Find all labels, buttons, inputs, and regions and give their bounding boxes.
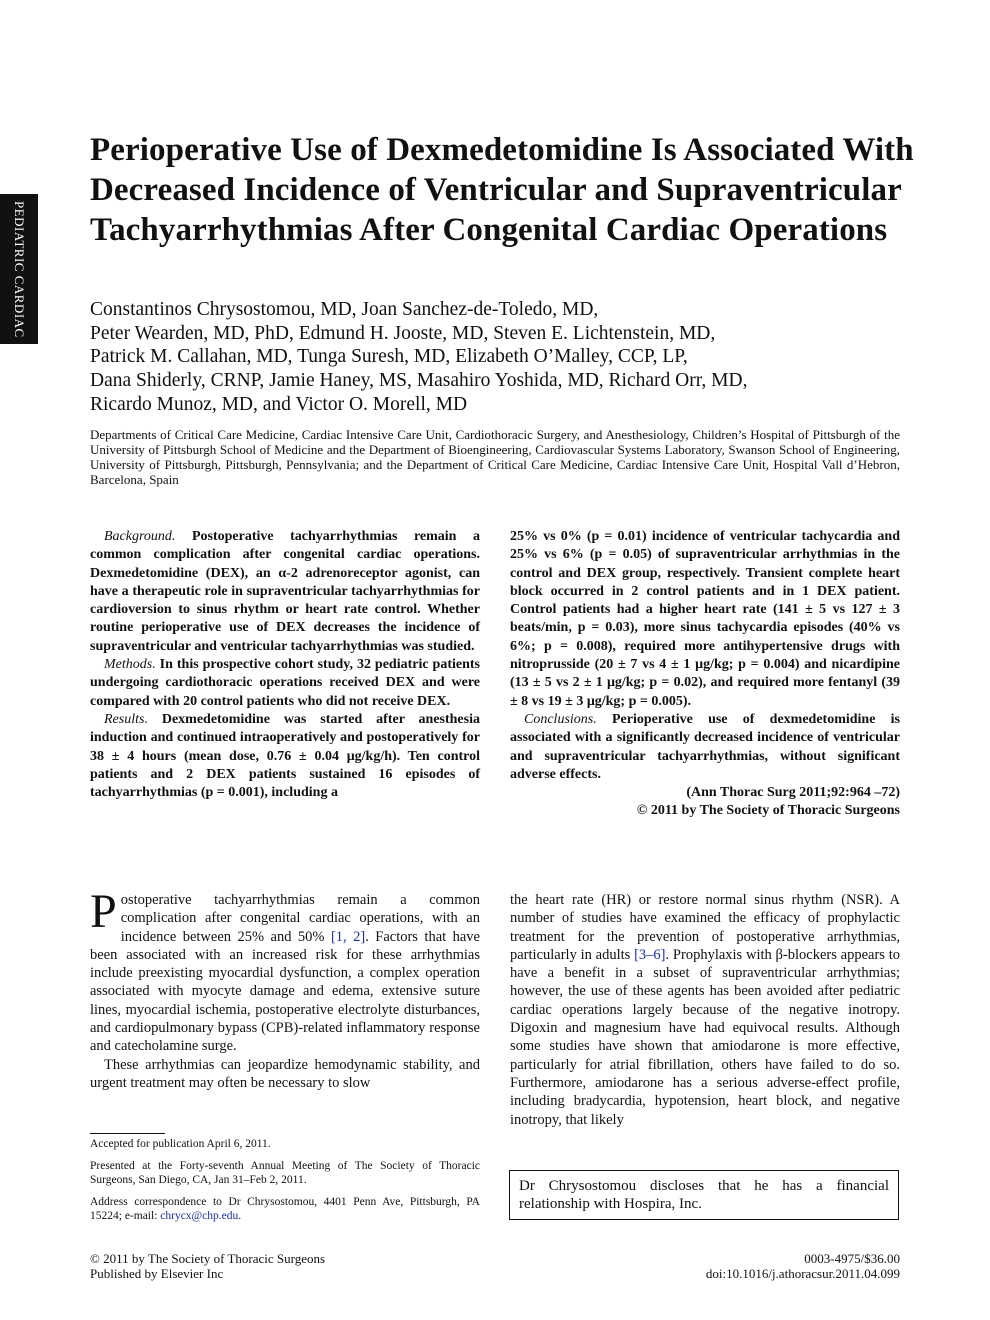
footer-publisher: Published by Elsevier Inc (90, 1266, 224, 1281)
journal-citation: (Ann Thorac Surg 2011;92:964 –72) (686, 785, 900, 801)
address-text: Address correspondence to Dr Chrysostomou, 4401 Penn Ave, Pittsburgh, PA 15224; e-mail: (90, 1195, 480, 1222)
footer-copyright: © 2011 by The Society of Thoracic Surgeons (90, 1251, 326, 1266)
section-tab-label: PEDIATRIC CARDIAC (12, 200, 27, 338)
author-line: Peter Wearden, MD, PhD, Edmund H. Jooste, MD, Steven E. Lichtenstein, MD, (90, 322, 716, 344)
background-text: Postoperative tachyarrhythmias remain a common complication after congenital cardiac operations. Dexmedetomidine (DEX), an α-2 adrenoreceptor agonist, can have a therapeutic role in supraventricular tachyarrhythmias for cardioversion to sinus rhythm or heart rate control. Whether routine perioperative use of DEX decreases the incidence of supraventricular and ventricular tachyarrhythmias was studied. (90, 529, 480, 654)
footnote-presented: Presented at the Forty-seventh Annual Meeting of The Society of Thoracic Surgeons, San Diego, CA, Jan 31–Feb 2, 2011. (90, 1159, 480, 1186)
results-label: Results. (104, 711, 148, 727)
body-text: . Factors that have been associated with an increased risk for these arrhythmias include preexisting myocardial dysfunction, a complex operation associated with myocyte damage and edema, extensive suture lines, myocardial ischemia, postoperative electrolyte disturbances, and cardiopulmonary bypass (CPB)-related inflammatory response and catecholamine surge. (90, 928, 480, 1055)
author-line: Patrick M. Callahan, MD, Tunga Suresh, MD, Elizabeth O’Malley, CCP, LP, (90, 346, 688, 368)
footer-right (600, 1251, 900, 1281)
conclusions-label: Conclusions. (524, 711, 597, 727)
abstract-left-column (90, 528, 480, 802)
footer-left (90, 1251, 325, 1281)
abstract-results (90, 711, 480, 802)
reference-link[interactable]: [1, 2] (330, 928, 366, 945)
abstract-copyright: © 2011 by The Society of Thoracic Surgeons (636, 803, 900, 819)
body-text: ostoperative tachyarrhythmias remain a common complication after congenital cardiac operations, with an incidence between 25% and 50% (120, 892, 480, 945)
abstract-conclusions (510, 711, 900, 784)
methods-text: In this prospective cohort study, 32 pediatric patients undergoing cardiothoracic operations received DEX and were compared with 20 control patients who did not receive DEX. (90, 657, 480, 709)
author-list (90, 298, 920, 417)
author-line: Ricardo Munoz, MD, and Victor O. Morell, MD (90, 393, 468, 415)
body-text: . Prophylaxis with β-blockers appears to have a benefit in a subset of supraventricular arrhythmias; however, the use of these agents has been avoided after pediatric cardiac operations largely because of the negative inotropy. Digoxin and magnesium have had equivocal results. Although some studies have shown that amiodarone is more effective, particularly for atrial fibrillation, others have failed to do so. Furthermore, amiodarone has a serious adverse-effect profile, including bradycardia, hypotension, heart block, and negative inotropy, that likely (510, 946, 900, 1128)
footnote-divider (90, 1133, 165, 1134)
body-text: the heart rate (HR) or restore normal sinus rhythm (NSR). A number of studies have examined the efficacy of prophylactic treatment for the prevention of postoperative arrhythmias, particularly in adults (510, 892, 900, 963)
abstract-right-column (510, 528, 900, 821)
footer-issn: 0003-4975/$36.00 (804, 1251, 900, 1266)
conclusions-text: Perioperative use of dexmedetomidine is associated with a significantly decreased incidence of ventricular and supraventricular tachyarrhythmias, without significant adverse effects. (510, 711, 900, 782)
affiliation: Departments of Critical Care Medicine, Cardiac Intensive Care Unit, Cardiothoracic Surgery, and Anesthesiology, Children’s Hospital of Pittsburgh of the University of Pittsburgh School of Medicine and the Department of Bioengineering, Cardiovascular Systems Laboratory, Swanson School of Engineering, University of Pittsburgh, Pittsburgh, Pennsylvania; and the Department of Critical Care Medicine, Cardiac Intensive Care Unit, Hospital Vall d’Hebron, Barcelona, Spain (90, 427, 900, 487)
footer-doi: doi:10.1016/j.athoracsur.2011.04.099 (705, 1266, 900, 1281)
body-paragraph: These arrhythmias can jeopardize hemodynamic stability, and urgent treatment may often be necessary to slow (90, 1056, 480, 1091)
email-link[interactable]: chrycx@chp.edu (160, 1210, 239, 1222)
footnote-address (90, 1195, 480, 1224)
reference-link[interactable]: [3–6] (634, 946, 666, 963)
disclosure-box: Dr Chrysostomou discloses that he has a financial relationship with Hospira, Inc. (509, 1170, 899, 1220)
section-tab (0, 194, 38, 344)
address-end: . (238, 1210, 242, 1222)
body-right-column (510, 891, 900, 1129)
body-left-column (90, 885, 480, 1092)
abstract-methods (90, 656, 480, 711)
author-line: Dana Shiderly, CRNP, Jamie Haney, MS, Masahiro Yoshida, MD, Richard Orr, MD, (90, 370, 748, 392)
abstract-results-continued: 25% vs 0% (p = 0.01) incidence of ventricular tachycardia and 25% vs 6% (p = 0.05) of supraventricular arrhythmias in the control and DEX group, respectively. Transient complete heart block occurred in 2 control patients and in 1 DEX patient. Control patients had a higher heart rate (141 ± 5 vs 127 ± 3 beats/min, p = 0.03), more sinus tachycardia episodes (40% vs 6%; p = 0.008), required more antihypertensive drugs with nitroprusside (20 ± 7 vs 4 ± 1 μg/kg; p = 0.004) and nicardipine (13 ± 5 vs 2 ± 1 μg/kg; p = 0.02), and required more fentanyl (39 ± 8 vs 19 ± 3 μg/kg; p = 0.005). (510, 529, 900, 709)
body-paragraph (510, 891, 900, 1129)
body-paragraph (90, 885, 480, 1056)
author-line: Constantinos Chrysostomou, MD, Joan Sanchez-de-Toledo, MD, (90, 299, 599, 320)
methods-label: Methods. (104, 657, 156, 673)
abstract-background (90, 528, 480, 656)
footnotes (90, 1137, 480, 1231)
article-title: Perioperative Use of Dexmedetomidine Is Associated With Decreased Incidence of Ventricular and Supraventricular Tachyarrhythmias After Congenital Cardiac Operations (90, 132, 914, 248)
background-label: Background. (104, 529, 176, 544)
footnote-accepted: Accepted for publication April 6, 2011. (90, 1138, 271, 1150)
drop-cap: P (90, 885, 117, 938)
results-text: Dexmedetomidine was started after anesthesia induction and continued intraoperatively and postoperatively for 38 ± 4 hours (mean dose, 0.76 ± 0.04 μg/kg/h). Ten control patients and 2 DEX patients sustained 16 episodes of tachyarrhythmias (p = 0.001), including a (90, 711, 480, 801)
